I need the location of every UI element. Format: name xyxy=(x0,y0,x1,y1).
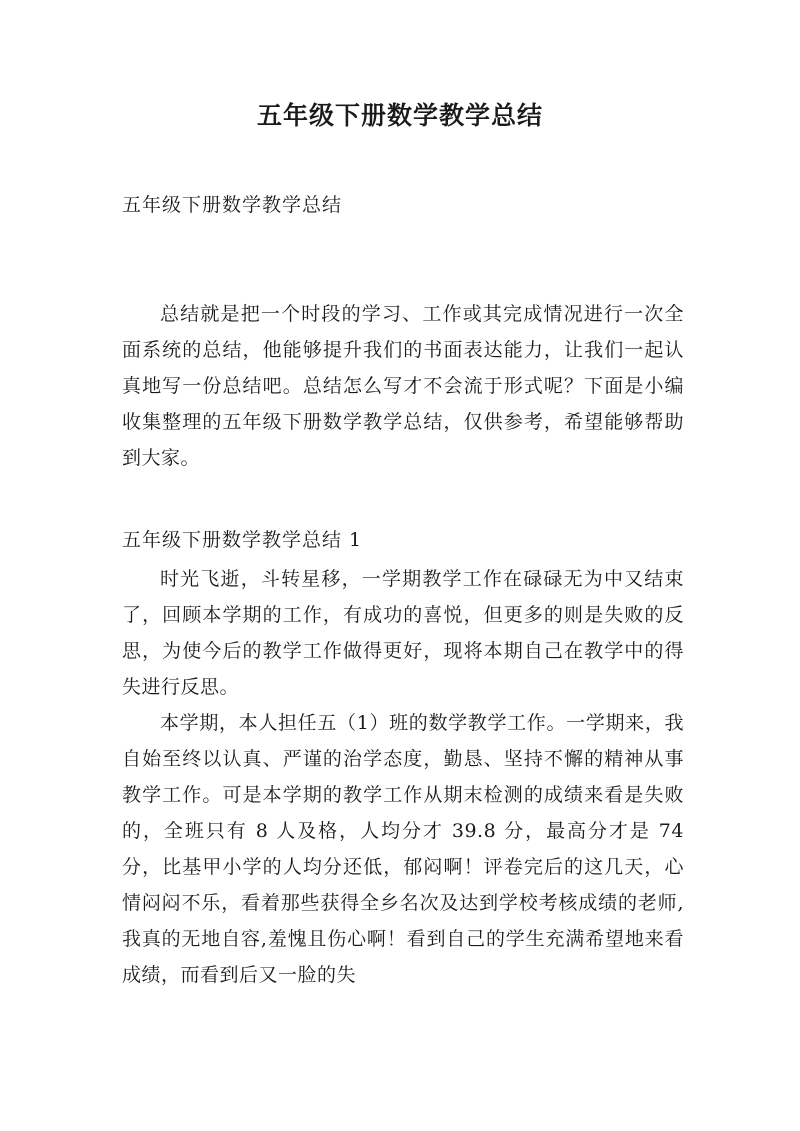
section-heading: 五年级下册数学教学总结 1 xyxy=(122,529,363,551)
document-subtitle: 五年级下册数学教学总结 xyxy=(122,194,343,216)
body-paragraph: 时光飞逝，斗转星移，一学期教学工作在碌碌无为中又结束了，回顾本学期的工作，有成功的喜悦，但更多的则是失败的反思，为使今后的教学工作做得更好，现将本期自己在教学中的得失进行反思。 xyxy=(122,568,684,698)
body-paragraph: 本学期，本人担任五（1）班的数学教学工作。一学期来，我自始至终以认真、严谨的治学态度，勤恳、坚持不懈的精神从事教学工作。可是本学期的教学工作从期末检测的成绩来看是失败的，全班只有 8 人及格，人均分才 39.8 分，最高分才是 74 分，比基甲小学的人均分还低，郁闷啊！评卷完后的这几天，心情闷闷不乐，看着那些获得全乡名次及达到学校考核成绩的老师,我真的无地自容,羞愧且伤心啊！看到自己的学生充满希望地来看成绩，而看到后又一脸的失 xyxy=(122,712,684,986)
document-title: 五年级下册数学教学总结 xyxy=(256,101,543,130)
intro-paragraph: 总结就是把一个时段的学习、工作或其完成情况进行一次全面系统的总结，他能够提升我们的书面表达能力，让我们一起认真地写一份总结吧。总结怎么写才不会流于形式呢？下面是小编收集整理的五年级下册数学教学总结，仅供参考，希望能够帮助到大家。 xyxy=(122,303,684,469)
